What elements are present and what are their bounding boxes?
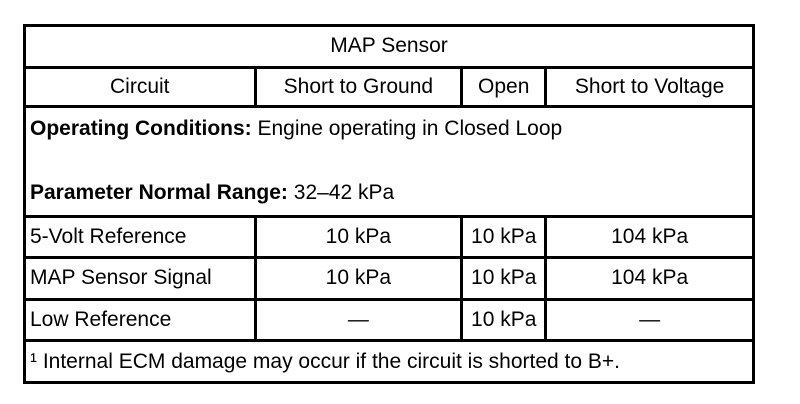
normal-range-label: Parameter Normal Range:: [30, 181, 288, 205]
short-to-ground-value: 10 kPa: [255, 258, 462, 300]
header-short-to-voltage: Short to Voltage: [546, 67, 754, 107]
table-row: [25, 299, 754, 341]
operating-conditions-label: Operating Conditions:: [30, 117, 252, 141]
header-short-to-ground: Short to Ground: [255, 67, 462, 107]
header-circuit: Circuit: [25, 67, 256, 107]
short-to-voltage-value: —: [546, 299, 754, 341]
circuit-name: MAP Sensor Signal: [25, 258, 256, 300]
table-row: [25, 258, 754, 300]
open-value: 10 kPa: [462, 216, 546, 258]
operating-conditions-value: Engine operating in Closed Loop: [251, 117, 563, 141]
footnote: ¹ Internal ECM damage may occur if the circuit is shorted to B+.: [25, 341, 754, 383]
map-sensor-table-wrapper: [23, 24, 755, 384]
table-title-row: [25, 26, 754, 68]
conditions-row: [25, 107, 754, 217]
header-open: Open: [462, 67, 546, 107]
short-to-ground-value: —: [255, 299, 462, 341]
footnote-row: [25, 341, 754, 383]
circuit-name: 5-Volt Reference: [25, 216, 256, 258]
conditions-cell: [25, 107, 754, 217]
table-row: [25, 216, 754, 258]
map-sensor-table: [23, 24, 755, 384]
short-to-voltage-value: 104 kPa: [546, 216, 754, 258]
table-header-row: [25, 67, 754, 107]
open-value: 10 kPa: [462, 299, 546, 341]
normal-range: [30, 181, 748, 205]
circuit-name: Low Reference: [25, 299, 256, 341]
conditions-spacer: [30, 141, 748, 181]
open-value: 10 kPa: [462, 258, 546, 300]
table-title: MAP Sensor: [25, 26, 754, 68]
short-to-voltage-value: 104 kPa: [546, 258, 754, 300]
short-to-ground-value: 10 kPa: [255, 216, 462, 258]
operating-conditions: [30, 117, 748, 141]
normal-range-value: 32–42 kPa: [287, 181, 395, 205]
